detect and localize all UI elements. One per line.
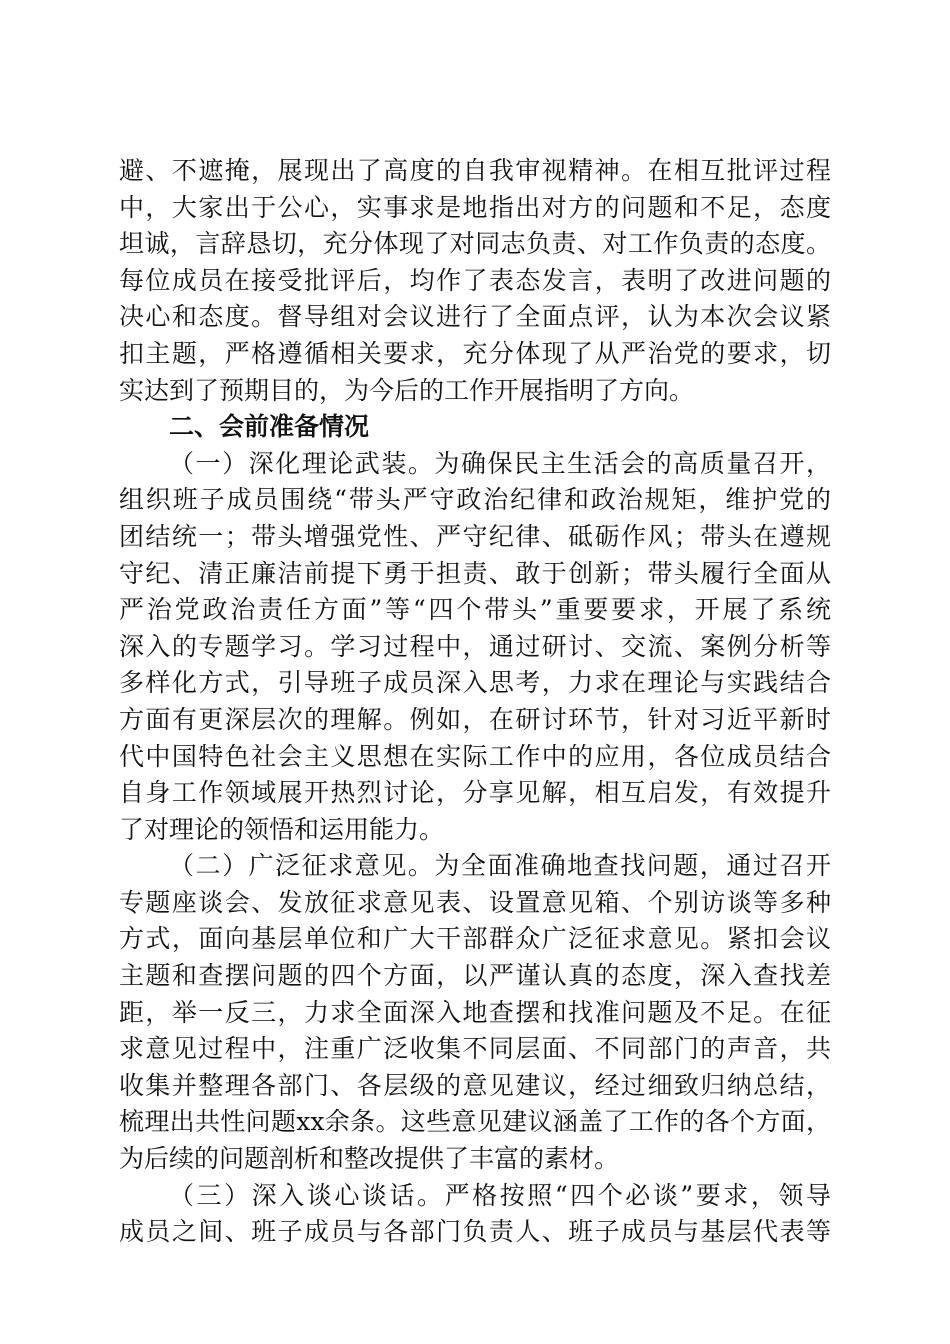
text-line: 梳理出共性问题xx余条。这些意见建议涵盖了工作的各个方面， xyxy=(119,1107,831,1137)
text-line: 了对理论的领悟和运用能力。 xyxy=(119,814,445,844)
text-line: 距，举一反三，力求全面深入地查摆和找准问题及不足。在征 xyxy=(119,997,831,1027)
text-line: 团结统一；带头增强党性、严守纪律、砥砺作风；带头在遵规 xyxy=(119,521,831,551)
text-line: 专题座谈会、发放征求意见表、设置意见箱、个别访谈等多种 xyxy=(119,887,831,917)
text-line: （一）深化理论武装。为确保民主生活会的高质量召开， xyxy=(169,448,831,478)
text-line: 避、不遮掩，展现出了高度的自我审视精神。在相互批评过程 xyxy=(119,156,831,185)
text-line: （三）深入谈心谈话。严格按照“四个必谈”要求，领导 xyxy=(169,1180,831,1210)
text-line: 实达到了预期目的，为今后的工作开展指明了方向。 xyxy=(119,375,695,405)
text-line: 严治党政治责任方面”等“四个带头”重要要求，开展了系统 xyxy=(119,595,831,625)
text-line: 每位成员在接受批评后，均作了表态发言，表明了改进问题的 xyxy=(119,265,831,295)
text-line: 求意见过程中，注重广泛收集不同层面、不同部门的声音，共 xyxy=(119,1034,831,1064)
text-line: 深入的专题学习。学习过程中，通过研讨、交流、案例分析等 xyxy=(119,631,831,661)
text-line: 自身工作领域展开热烈讨论，分享见解，相互启发，有效提升 xyxy=(119,778,831,808)
text-line: 成员之间、班子成员与各部门负责人、班子成员与基层代表等 xyxy=(119,1217,831,1247)
text-line: （二）广泛征求意见。为全面准确地查找问题，通过召开 xyxy=(169,851,831,881)
text-line: 收集并整理各部门、各层级的意见建议，经过细致归纳总结， xyxy=(119,1070,831,1100)
section-heading: 二、会前准备情况 xyxy=(169,412,370,442)
text-line: 守纪、清正廉洁前提下勇于担责、敢于创新；带头履行全面从 xyxy=(119,558,831,588)
document-body xyxy=(119,153,831,1251)
text-line: 坦诚，言辞恳切，充分体现了对同志负责、对工作负责的态度。 xyxy=(119,229,831,259)
text-line: 为后续的问题剖析和整改提供了丰富的素材。 xyxy=(119,1144,620,1174)
text-line: 决心和态度。督导组对会议进行了全面点评，认为本次会议紧 xyxy=(119,302,831,332)
text-line: 主题和查摆问题的四个方面，以严谨认真的态度，深入查找差 xyxy=(119,961,831,991)
text-line: 扣主题，严格遵循相关要求，充分体现了从严治党的要求，切 xyxy=(119,338,831,368)
text-line: 方式，面向基层单位和广大干部群众广泛征求意见。紧扣会议 xyxy=(119,924,831,954)
text-line: 方面有更深层次的理解。例如，在研讨环节，针对习近平新时 xyxy=(119,704,831,734)
text-line: 多样化方式，引导班子成员深入思考，力求在理论与实践结合 xyxy=(119,668,831,698)
text-line: 中，大家出于公心，实事求是地指出对方的问题和不足，态度 xyxy=(119,192,831,222)
text-line: 代中国特色社会主义思想在实际工作中的应用，各位成员结合 xyxy=(119,741,831,771)
text-line: 组织班子成员围绕“带头严守政治纪律和政治规矩，维护党的 xyxy=(119,485,831,515)
